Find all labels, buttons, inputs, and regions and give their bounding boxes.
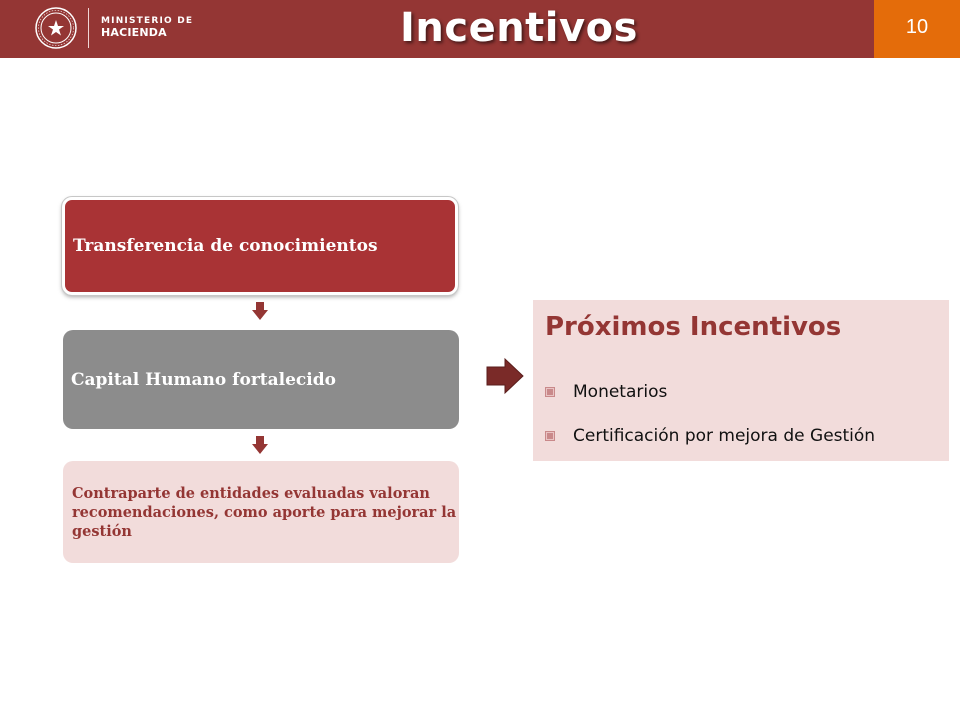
list-item [545,426,875,446]
logo-text [101,17,193,39]
list-item-label: Certificación por mejora de Gestión [573,426,876,446]
flow-step-transfer-label: Transferencia de conocimientos [73,236,378,256]
list-item [545,382,667,402]
bullet-icon [545,387,555,397]
flow-step-counterpart-label: Contraparte de entidades evaluadas valoran recomendaciones, como aporte para mejorar la gestión [72,484,457,540]
header-bar [0,0,960,58]
right-arrow-icon [485,357,525,395]
seal-icon [34,6,78,50]
flow-step-transfer [62,197,458,295]
panel-title: Próximos Incentivos [545,312,842,342]
slide-title: Incentivos [400,5,638,51]
page-number: 10 [874,0,960,58]
list-item-label: Monetarios [573,382,668,402]
flow-step-counterpart [63,461,459,563]
down-arrow-icon [252,436,268,454]
logo-divider [88,8,89,48]
flow-step-capital-label: Capital Humano fortalecido [71,369,336,390]
logo-line2: HACIENDA [101,25,167,39]
next-incentives-panel [533,300,949,461]
bullet-icon [545,431,555,441]
ministry-logo [34,6,193,50]
flow-step-capital [63,330,459,429]
logo-line1: MINISTERIO DE [101,16,194,26]
down-arrow-icon [252,302,268,320]
